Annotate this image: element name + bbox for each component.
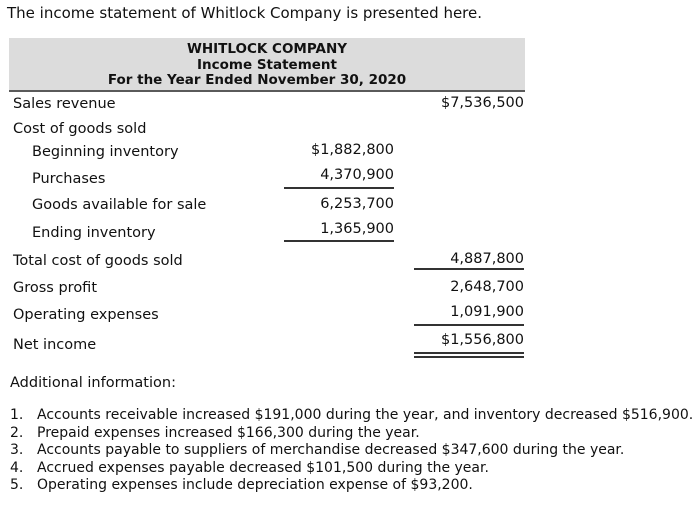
goods-available-label: Goods available for sale [32, 197, 207, 213]
ending-inventory-amount: 1,365,900 [320, 221, 394, 237]
ending-inventory-underline [284, 240, 394, 242]
total-cogs-label: Total cost of goods sold [13, 253, 183, 269]
list-item: 5. Operating expenses include depreciation expense of $93,200. [10, 477, 473, 493]
total-cogs-amount: 4,887,800 [450, 251, 524, 267]
total-cogs-underline [414, 268, 524, 270]
net-income-double-underline-top [414, 352, 524, 354]
operating-expenses-underline [414, 324, 524, 326]
operating-expenses-amount: 1,091,900 [450, 304, 524, 320]
sales-revenue-label: Sales revenue [13, 96, 116, 112]
purchases-amount: 4,370,900 [320, 167, 394, 183]
beginning-inventory-amount: $1,882,800 [310, 142, 394, 158]
goods-available-amount: 6,253,700 [320, 196, 394, 212]
ending-inventory-label: Ending inventory [32, 225, 156, 241]
gross-profit-label: Gross profit [13, 280, 98, 296]
problem-intro: The income statement of Whitlock Company is presented here. [7, 4, 483, 22]
beginning-inventory-label: Beginning inventory [32, 144, 179, 160]
list-item: 2. Prepaid expenses increased $166,300 during the year. [10, 424, 420, 441]
net-income-double-underline-bottom [414, 356, 524, 358]
operating-expenses-label: Operating expenses [13, 307, 159, 323]
sales-revenue-amount: $7,536,500 [440, 95, 524, 111]
net-income-label: Net income [13, 337, 97, 353]
statement-period: For the Year Ended November 30, 2020 [107, 72, 407, 88]
gross-profit-amount: 2,648,700 [450, 279, 524, 295]
list-item: 1. Accounts receivable increased $191,000 during the year, and inventory decreased $516,900. [10, 407, 694, 423]
cogs-heading: Cost of goods sold [13, 121, 147, 137]
list-item: 3. Accounts payable to suppliers of merchandise decreased $347,600 during the year. [10, 442, 625, 458]
company-name: WHITLOCK COMPANY [186, 41, 348, 57]
purchases-underline [284, 187, 394, 189]
additional-info-list [10, 407, 693, 495]
additional-info-title: Additional information: [10, 375, 176, 391]
purchases-label: Purchases [32, 171, 106, 187]
statement-title: Income Statement [196, 57, 338, 73]
statement-header [9, 38, 525, 92]
net-income-amount: $1,556,800 [440, 332, 524, 348]
list-item: 4. Accrued expenses payable decreased $101,500 during the year. [10, 459, 489, 476]
